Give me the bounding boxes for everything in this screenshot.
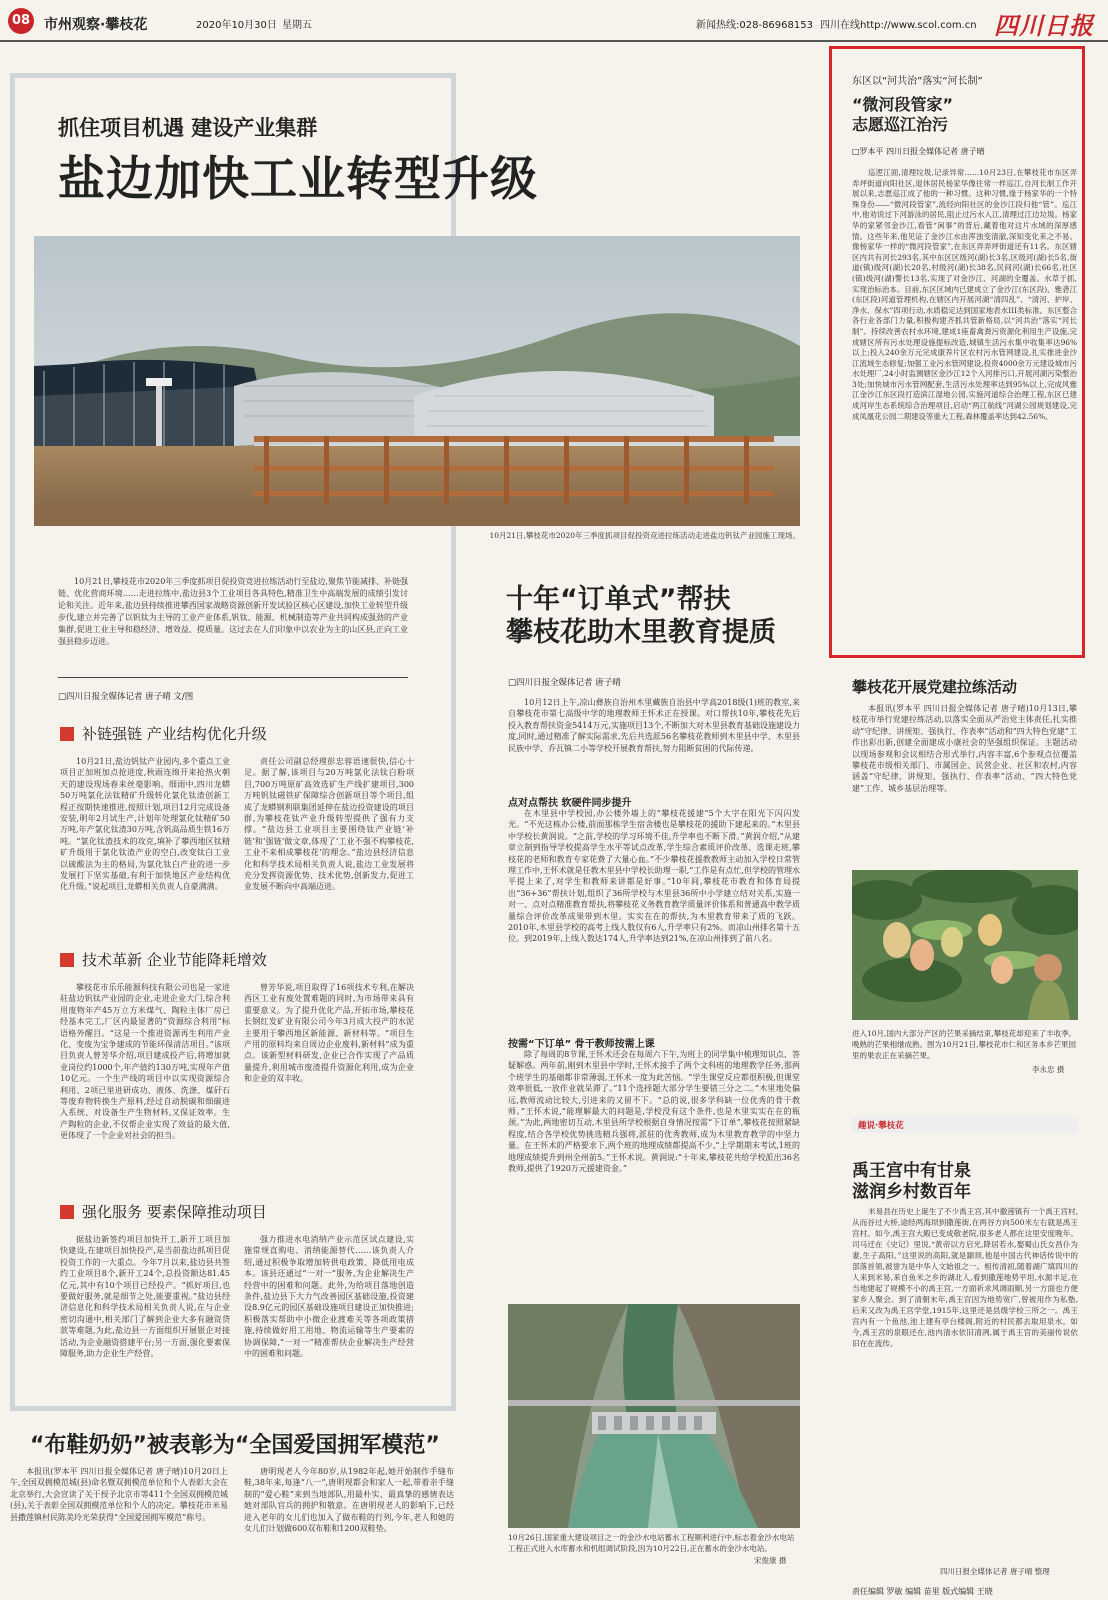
story5-tag-label: 趣说·攀枝花 bbox=[858, 1121, 904, 1131]
lead-photo-construction-site bbox=[34, 236, 800, 526]
lead-section-3-col1: 据盐边新签约项目加快开工,新开工项目加快建设,在建项目加快投产,是当前盐边抓项目促投资工作的一大重点。今年7月以来,盐边县共签约工业项目8个,新开工24个,总投资额达81.45亿元,其中有10个项目已经投产。“抓好项目,也要做好服务,就是细节之处,能要重视。”盐边县经济信息化和科学技术局相关负责人说,在与企业密切沟通中,相关部门了解到企业大多有融资贷款等难题,为此,盐边县一方面组织开展银企对接活动,为企业融资搭建平台;另一方面,强化要素保障服务,助力企业生产经营。 bbox=[60, 1235, 230, 1359]
story3-title: “布鞋奶奶”被表彰为“全国爱国拥军模范” bbox=[30, 1433, 440, 1458]
story5-title-line2: 滋润乡村数百年 bbox=[852, 1182, 971, 1202]
story5-text: 米易县在历史上诞生了不少禹王宫,其中撒莲镇有一个禹王宫村,从而谷过大桥,途经两海坝到撒莲街,在两谷方向500米左右就是禹王宫村。如今,禹王宫大殿已变成敬老院,很多老人都在这里安度晚年。司马迁在《史记》里说,“黄帝以方启光,降居若水,娶蜀山氏女昌仆为妻,生子高阳。”这里说的高阳,就是颛顼,他是中国古代神话传说中的部落首领,被誉为是中华人文始祖之一。相传清初,随着湖广填四川的人来到米易,来自鱼米之乡的湖北人,看到撒莲地势平坦,水源丰足,在当地建起了规模不小的禹王宫,一方面祈求风调雨顺,另一方面也方便家乡人聚会。到了清朝末年,禹王宫因为地势宽广,曾被用作为私塾,后来又改为禹王宫学堂,1915年,这里还是县级学校三所之一。禹王宫内有一个鱼池,池上建有亭台楼阁,附近的村民都去取用泉水。如今,禹王宫的泉眼还在,池内清水依旧清冽,属于禹王宫的美丽传说依旧在在流传。 bbox=[852, 1207, 1078, 1348]
lead-intro: 10月21日,攀枝花市2020年三季度抓项目促投资竞进拉练活动行至盐边,聚焦节能减排、补链强链、优化营商环境……走进拉练中,盐边县3个工业项目各具特色,精准卫生中高端发展的成绩引发讨论和关注。近年来,盐边县持续推进攀西国家战略资源创新开发试验区核心区建设,加快工业转型升级步伐,建立并完善了以钒钛为主导的工业产业体系,钒钛、能源、机械制造等产业共同构成强劲的产业集群,促进工业主导和稳经济、增效益、提质量。这过去在人们印象中以农业为主的山区县,正向工业强县稳步迈进。 bbox=[58, 577, 408, 646]
lead-section-3-col2: 强力推进水电消纳产业示范区试点建设,实施常规直购电、消纳能源替代……该负责人介绍,通过积极争取增加转供电政策、降低用电成本。该县还通过“一对一”服务,为企业解决生产经营中的困难和问题。此外,为给项目落地创造条件,盐边县下大力气改善园区基础设施,投资建设8.9亿元的园区基础设施项目建设正加快推进;积极落实帮助中小微企业渡难关等各项政策措施,持续做好用工用地、物流运输等生产要素的协调保障,“一对一”精准帮扶企业解决生产经营中的困难和问题。 bbox=[244, 1235, 414, 1359]
lead-section-1-col2: 责任公司副总经理彭忠蓉语速很快,信心十足。据了解,该项目与20万吨氯化法钛白粉项目,700万吨原矿高效选矿生产线扩建项目,300万吨钒钛磁铁矿保障综合创新项目等个项目,组成了龙蟒钢利联集团延伸在盐边投资建设的项目群,为攀枝花钛产业升级转型提供了强有力支撑。“盐边县工业项目主要围绕钛产业链‘补链’和‘强链’做文章,体现了‘工业不强不构攀枝花,工业不来相成攀枝花’的理念。”盐边县经济信息化和科学技术局相关负责人说,盐边工业发展将充分发挥资源优势、技术优势,创新发力,促进工业发展不断向中高端迈进。 bbox=[244, 757, 414, 892]
page-number-badge: 08 bbox=[8, 8, 34, 34]
story5-credit: 四川日报全媒体记者 唐子晴 整理 bbox=[940, 1567, 1050, 1576]
mango-photo-illustration bbox=[852, 870, 1078, 1020]
story2-title-line1: 十年“订单式”帮扶 bbox=[506, 584, 731, 615]
section-title: 市州观察·攀枝花 bbox=[44, 17, 148, 33]
header-rule bbox=[0, 40, 1108, 42]
sidebar-kicker: 东区以“河共治”落实“河长制” bbox=[852, 76, 983, 87]
story2-p2: 在木里县中学校园,办公楼外墙上的“攀枝花援建”5个大字在阳光下闪闪发光。“不光这栋办公楼,前面那栋学生宿舍楼也是攀枝花的援助下建起来的。”木里县中学校长黄润说。“之前,学校的学习环境不佳,升学率也不断下滑。”黄润介绍,“从建章立制到指导学校提高学生水平等试点改革,学生综合素质评价改革、选课走班,攀枝花的老师和教育专家花费了大量心血。”不少攀枝花援教教师主动加入学校日常管理工作中,王怀术就是任教木里县中学校长助理一职,“工作是有点忙,但学校的管理水平提上来了,对学生和教师来讲都是好事。”10年间,攀枝花市教育和体育局提出“36+36”帮扶计划,组织了36所学校与木里县36所中小学建立结对关系,实施一对一、点对点精准教育帮扶,将攀枝花义务教育教学质量评价体系和普通高中教学质量综合评价改革成果带到木里。实实在在的帮扶,为木里教育带来了质的飞跃。2010年,木里县学校的高考上线人数仅有6人,升学率只有2%。而凉山州排名第十五位。到2019年,上线人数达174人,升学率达到21%,在凉山州排到了前八名。 bbox=[508, 809, 800, 944]
story4-photo-caption: 进入10月,国内大部分产区的芒果采摘结束,攀枝花却迎来了丰收季,晚熟的芒果相继成熟。图为10月21日,攀枝花市仁和区务本乡芒果园里的果农正在采摘芒果。 bbox=[852, 1029, 1076, 1060]
story2-subhead-2: 按需“下订单” 骨干教师按需上课 bbox=[508, 1039, 655, 1050]
story2-photo-caption: 10月26日,国家重大建设项目之一的金沙水电站蓄水工程顺利进行中,标志着金沙水电站工程正式进入水库蓄水和机组调试阶段,因为10月22日,正在蓄水的金沙水电站。 bbox=[508, 1533, 795, 1553]
lead-title: 盐边加快工业转型升级 bbox=[58, 152, 538, 207]
hydropower-dam-illustration bbox=[508, 1304, 800, 1528]
newspaper-logo: 四川日报 bbox=[994, 11, 1094, 40]
lead-section-2-col2: 曾芳华说,项目取得了16项技术专利,在解决西区工业有废处置难题的同时,为市场带来具有重要意义。为了提升优化产品,开拓市场,攀枝花长钢红发矿业有限公司今年3月成大投产的水泥主要用于攀西地区新能源、新材料等。“项目生产用的原料均来自周边企业废料,新材料”成为重点。该新型材料研发,企业已合作实现了产品质量提升,利用城市废渣提升资源化利用,成为企业和企业的双丰收。 bbox=[244, 983, 414, 1084]
sidebar-title-line2: 志愿巡江治污 bbox=[852, 115, 949, 134]
header-weekday: 星期五 bbox=[282, 20, 312, 31]
lead-section-2-col1: 攀枝花市乐乐能源科技有限公司也是一家进驻盐边钒钛产业园的企业,走进企业大门,综合利用废物年产45万立方米煤气、陶粒主体厂房已经基本完工,厂区内最显著的“资源综合利用”标语格外醒目。“这是一个推进资源再生利用产业化、变废为宝争建成的节能环保清洁项目。”该项目负责人曾芳华介绍,项目建成投产后,将增加就业岗位约1000个,年产值约130万吨,实现年产值10亿元。一个生产线的项目中以实现资源综合利用、2项已里进研成功、液体、洗涤、煤矸石等废弃物转换生产原料,经过自动脱碳和细碳进入系统、对设备生产生物材料,又保证效率。生产陶粒的企业,不仅帮企业实现了效益的最大值,更体现了一个企业对社会的担当。 bbox=[60, 983, 230, 1141]
story4-photo-credit: 李永忠 摄 bbox=[1032, 1065, 1065, 1074]
lead-intro-rule bbox=[58, 677, 408, 678]
construction-photo-illustration bbox=[34, 236, 800, 526]
story2-p3: 除了每周的8节课,王怀术还会在每周六下午,为班上的同学集中梳理知识点、答疑解惑。两年前,刚到木里县中学时,王怀术接手了两个文科班的地理教学任务,那两个班学生的基础都非常薄弱,王怀术一度为此苦恼。“学生课堂反应都很积极,但课堂效率很低,一放作业就呆滞了。”11个选择题大部分学生要错三分之二。”木里地处偏远,教师流动比较大,引进来的又留不下。“总的说,很多学科缺一位优秀的骨干教师。”王怀术说,“能理解最大的问题是,学校没有这个条件,也是木里实实在在的瓶颈。”为此,两地密切互动,木里县所学校根据自身情况按需“下订单”,攀枝花按照紧缺程度,结合各学校优势挑选精兵强将,派驻的优秀教师,成为木里教育教学的中坚力量。在王怀术的严格要求下,两个班的地理成绩都提高不少,“上学期期末考试,1班的地理成绩提升到州全州前5。”王怀术说。黄润说:“十年来,攀枝花共给学校派出36名教师,提供了1920万元援建资金。” bbox=[508, 1050, 800, 1174]
section-marker-icon bbox=[60, 953, 74, 967]
sidebar-byline: □罗本平 四川日报全媒体记者 唐子晴 bbox=[852, 147, 985, 156]
page-header bbox=[0, 0, 1108, 42]
lead-section-2-heading bbox=[60, 949, 267, 970]
header-hotline: 新闻热线:028-86968153 bbox=[696, 20, 813, 31]
story2-title-line2: 攀枝花助木里教育提质 bbox=[506, 617, 776, 648]
lead-kicker: 抓住项目机遇 建设产业集群 bbox=[58, 116, 318, 140]
sidebar-text: 巡逻江面,清理垃圾,记录异常……10月23日,在攀枝花市东区弄弄坪街道向阳社区,退休居民杨家华像往常一样巡江,自河长制工作开展以来,志愿巡江成了他的一种习惯。这种习惯,缘于杨家华的一个特殊身份——“微河段管家”,流经向阳社区的金沙江段归他“管”。巡江中,他劝说过下河游泳的居民,阻止过污水入江,清理过江边垃圾。杨家华的家紧邻金沙江,看管“闲事”的背后,藏着他对这片水域的深厚感情。这些年来,他见证了金沙江水由浑浊变清澈,深知变化来之不易。像杨家华一样的“微河段管家”,在东区弄弄坪街道还有11名。东区辖区内共有河长293名,其中东区区级河(湖)长3名,区级河(湖)长5名,街道(镇)级河(湖)长20名,村级河(湖)长38名,民间河(湖)长66名,社区(镇)级河(湖)警长13名,实现了对金沙江、河湖的全覆盖。水草于抓,实现治标治本。目前,东区区域内已建成立了金沙江(东区段)、雅砻江(东区段)河道管理机构,在辖区内开展河湖“清四乱”、“清河、护岸、净水、保水”四项行动,水质稳定达到国家地表水III类标准。东区整合各行业各部门力量,积极构建齐抓共管新格局,以“河共治”落实“河长制”。持续改善农村水环境,建成1座畜禽粪污资源化利用生产设施,完成辖区所有污水处理设施提标改造,城镇生活污水集中收集率达96%以上;投入240余万元完成康养片区农村污水管网建设,扎实推进金沙江流域生态修复;加强工业污水管网建设,投资4000余万元建设城市污水处理厂,24小时监测辖区金沙江12个入河排污口,开展河湖污染整治3处;加快城市污水管网配套,生活污水处理率达到95%以上,完成风雅江金沙江东区段打造滨江湿地公园,实施河道综合治理工程,东区已建成河岸生态系统综合治理项目,启动“两江航线”河湖公园规划建设,完成凤凰花公园二期建设等重大工程,森林覆盖率达到42.56%。 bbox=[852, 168, 1077, 421]
lead-section-1-col1: 10月21日,盐边钒钛产业园内,多个重点工业项目正加班加点抢进度,秋雨连绵开来抢热火朝天的建设现场春来丝毫影响。细雨中,四川龙蟒50万吨氯化法钛精矿升级转化氯化钛渣创新工程正按期快速推进,按照计划,项目12月完成设备安装,明年2月试生产,计划年处理氯化钛精矿50万吨,年产氯化钛渣30万吨,含钒高品质生铁16万吨。“氯化钛渣技术的攻克,填补了攀西地区钛精矿升级用于氯化钛渣产业的空白,改变钛白工业以硫酸法为主的格局,为氯化钛白产业的进一步发展打下坚实基础,有利于加快地区产业结构优化升级。”说起项目,龙蟒相关负责人自豪满满。 bbox=[60, 757, 230, 892]
header-website: 四川在线http://www.scol.com.cn bbox=[820, 20, 977, 31]
story2-photo-credit: 宋俊康 摄 bbox=[754, 1556, 787, 1565]
lead-section-1-heading bbox=[60, 723, 267, 744]
story5-tag bbox=[852, 1117, 1078, 1133]
story3-col2: 唐明现老人今年80岁,从1982年起,她开始制作手缝布鞋,38年来,每逢“八一”,唐明现都会和家人一起,带着亲手缝制的“爱心鞋”来到当地部队,用最朴实、最真挚的感情表达她对部队官兵的拥护和敬意。在唐明现老人的影响下,已经进入老年的女儿们也加入了做布鞋的行列,今年,老人和她的女儿们计划做600双布鞋和1200双鞋垫。 bbox=[244, 1467, 454, 1534]
header-date: 2020年10月30日 bbox=[196, 20, 277, 31]
lead-byline: □四川日报全媒体记者 唐子晴 文/图 bbox=[58, 692, 194, 702]
page-footer-editors: 责任编辑 罗敏 编辑 苗里 版式编辑 王晓 bbox=[852, 1587, 993, 1596]
lead-photo-caption: 10月21日,攀枝花市2020年三季度抓项目促投资竞进拉练活动走进盐边钒钛产业园施工现场。 bbox=[489, 531, 800, 540]
story2-byline: □四川日报全媒体记者 唐子晴 bbox=[508, 678, 621, 688]
lead-section-3-heading bbox=[60, 1201, 267, 1222]
lead-section-2-title: 技术革新 企业节能降耗增效 bbox=[82, 951, 267, 969]
story2-p1: 10月12日上午,凉山彝族自治州木里藏族自治县中学高2018级(1)班的教室,来自攀枝花市第七高级中学的地理教师王怀术正在授课。对口帮扶10年,攀枝花先后投入教育帮扶资金5414万元,实施项目13个,不断加大对木里县教育基础设施建设力度,同时,通过精准了解实际需求,先后共选派56名攀枝花教师到木里县中学、木里县民族中学、乔瓦镇二小等学校开展教育帮扶,努力阻断贫困的代际传递。 bbox=[508, 698, 800, 753]
lead-story-frame-inner-top bbox=[10, 73, 456, 93]
section-marker-icon bbox=[60, 1205, 74, 1219]
story2-subhead-1: 点对点帮扶 软硬件同步提升 bbox=[508, 798, 632, 809]
lead-section-3-title: 强化服务 要素保障推动项目 bbox=[82, 1203, 267, 1221]
story5-title-line1: 禹王宫中有甘泉 bbox=[852, 1161, 971, 1181]
story4-photo-mango-harvest bbox=[852, 870, 1078, 1020]
sidebar-title-line1: “微河段管家” bbox=[852, 95, 954, 114]
section-marker-icon bbox=[60, 727, 74, 741]
story4-title: 攀枝花开展党建拉练活动 bbox=[852, 678, 1018, 696]
lead-section-1-title: 补链强链 产业结构优化升级 bbox=[82, 725, 267, 743]
story2-photo-dam bbox=[508, 1304, 800, 1528]
story3-col1: 本报讯(罗本平 四川日报全媒体记者 唐子晴)10月20日上午,全国双拥模范城(县)命名暨双拥模范单位和个人表彰大会在北京举行,大会宣读了关于授予北京市等411个全国双拥模范城(县),关于表彰全国双拥模范单位和个人的决定。攀枝花市米易县撒莲镇村民陈美玲光荣获得“全国爱国拥军模范”称号。 bbox=[10, 1467, 228, 1522]
story4-text: 本报讯(罗本平 四川日报全媒体记者 唐子晴)10月13日,攀枝花市举行党建拉练活动,以落实全面从严治党主体责任,扎实推动“守纪律、讲规矩、强执行、作表率”活动和“四大特色党建”工作出彩出新,创建全面建成小康社会的坚强组织保证。主题活动以现场参观和会议相结合形式举行,内容丰富,6个参观点位覆盖攀枝花市级相关部门、市属国企、民营企业、社区和农村,内容涵盖“守纪律、讲规矩、强执行、作表率”活动、“四大特色党建”工作、城乡基层治理等。 bbox=[852, 704, 1077, 793]
